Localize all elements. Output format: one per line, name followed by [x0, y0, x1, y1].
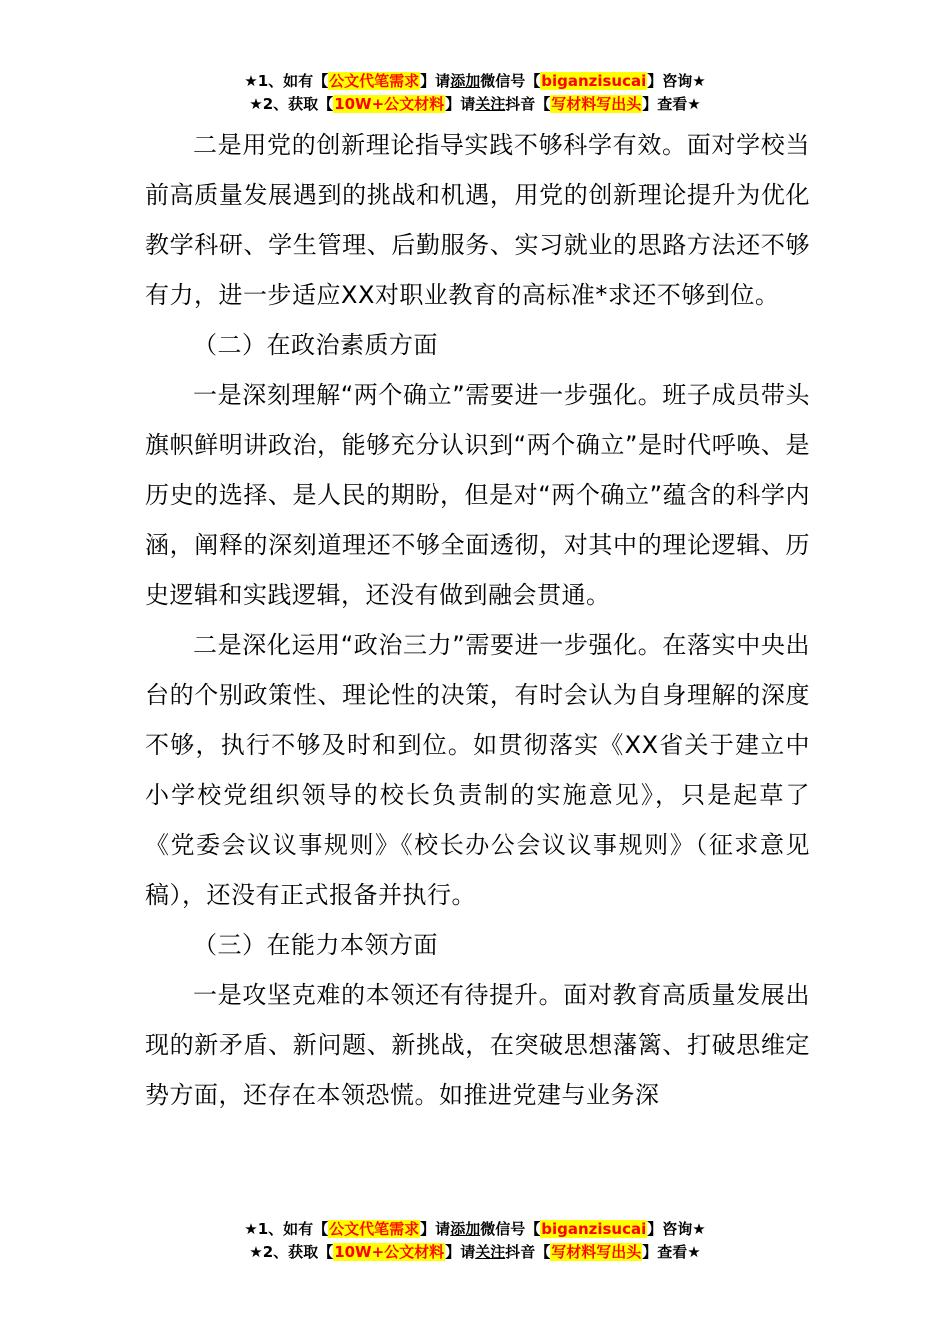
banner-line-1: ★1、如有【公文代笔需求】请添加微信号【biganzisucai】咨询★ — [244, 72, 706, 90]
banner-line-2: ★2、获取【10W+公文材料】请关注抖音【写材料写出头】查看★ — [249, 1243, 701, 1261]
highlight-wechat-id: biganzisucai — [541, 72, 647, 90]
highlight-wechat-id: biganzisucai — [541, 1220, 647, 1238]
document-body — [145, 120, 810, 1120]
paragraph: 二是用党的创新理论指导实践不够科学有效。面对学校当前高质量发展遇到的挑战和机遇，用党的创新理论提升为优化教学科研、学生管理、后勤服务、实习就业的思路方法还不够有力，进一步适应XX对职业教育的高标准*求还不够到位。 — [145, 131, 810, 309]
header-banner — [0, 70, 950, 116]
highlight-service: 公文代笔需求 — [329, 72, 420, 90]
banner-line-1: ★1、如有【公文代笔需求】请添加微信号【biganzisucai】咨询★ — [244, 1220, 706, 1238]
banner-line-2: ★2、获取【10W+公文材料】请关注抖音【写材料写出头】查看★ — [249, 95, 701, 113]
highlight-douyin: 写材料写出头 — [551, 95, 642, 113]
highlight-douyin: 写材料写出头 — [551, 1243, 642, 1261]
highlight-service: 公文代笔需求 — [329, 1220, 420, 1238]
paragraph: 二是深化运用“政治三力”需要进一步强化。在落实中央出台的个别政策性、理论性的决策，有时会认为自身理解的深度不够，执行不够及时和到位。如贯彻落实《XX省关于建立中小学校党组织领导的校长负责制的实施意见》，只是起草了《党委会议议事规则》《校长办公会议议事规则》（征求意见稿），还没有正式报备并执行。 — [145, 631, 810, 909]
footer-banner — [0, 1218, 950, 1264]
paragraph: 一是深刻理解“两个确立”需要进一步强化。班子成员带头旗帜鲜明讲政治，能够充分认识到“两个确立”是时代呼唤、是历史的选择、是人民的期盼，但是对“两个确立”蕴含的科学内涵，阐释的深刻道理还不够全面透彻，对其中的理论逻辑、历史逻辑和实践逻辑，还没有做到融会贯通。 — [145, 381, 810, 609]
highlight-materials: 10W+公文材料 — [334, 1243, 445, 1261]
section-heading: （二）在政治素质方面 — [193, 331, 438, 359]
section-heading: （三）在能力本领方面 — [193, 931, 438, 959]
paragraph: 一是攻坚克难的本领还有待提升。面对教育高质量发展出现的新矛盾、新问题、新挑战，在突破思想藩篱、打破思维定势方面，还存在本领恐慌。如推进党建与业务深 — [145, 981, 810, 1109]
highlight-materials: 10W+公文材料 — [334, 95, 445, 113]
